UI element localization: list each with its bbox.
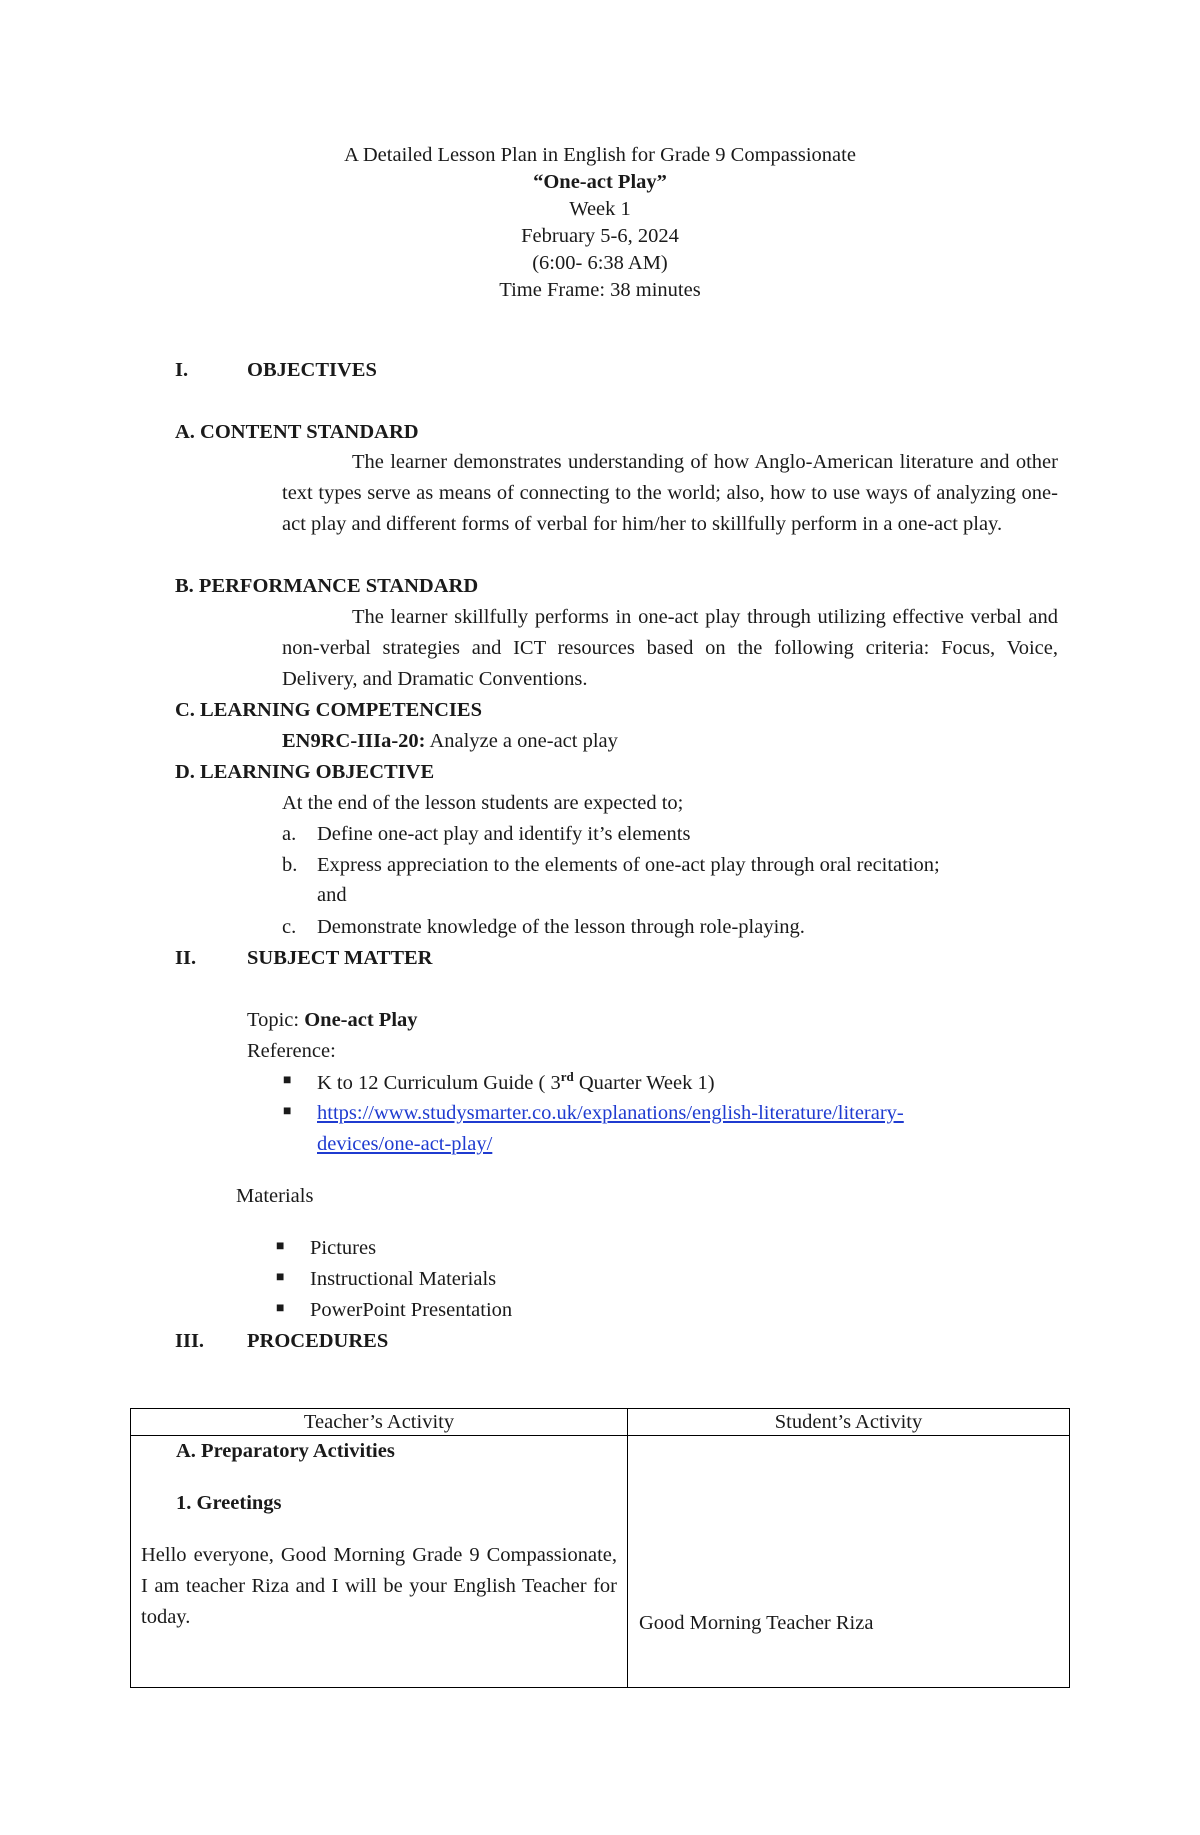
table-row (131, 1436, 1070, 1688)
lesson-plan-title: A Detailed Lesson Plan in English for Grade 9 Compassionate (344, 144, 856, 166)
performance-standard-text: The learner skillfully performs in one-act play through utilizing effective verbal and non-verbal strategies and ICT resources based on the following criteria: Focus, Voice, Delivery, and Dramatic Conventions. (282, 606, 1058, 690)
competency-text: Analyze a one-act play (425, 730, 618, 752)
learning-competencies-heading: C. LEARNING COMPETENCIES (175, 699, 482, 721)
greetings-heading: 1. Greetings (176, 1492, 282, 1514)
student-activity-cell (628, 1436, 1070, 1688)
topic-label: Topic: (247, 1009, 305, 1031)
student-activity-header: Student’s Activity (628, 1409, 1070, 1436)
material-item: Pictures (310, 1237, 377, 1259)
student-greeting-text: Good Morning Teacher Riza (639, 1612, 874, 1634)
lesson-header (0, 142, 1200, 304)
date-label: February 5-6, 2024 (521, 225, 679, 247)
teacher-greeting-text: Hello everyone, Good Morning Grade 9 Compassionate, I am teacher Riza and I will be your English Teacher for today. (141, 1544, 617, 1628)
subject-matter-numeral: II. (175, 947, 197, 969)
reference-link-continued[interactable]: devices/one-act-play/ (317, 1133, 493, 1155)
objective-mark-c: c. (282, 916, 297, 938)
week-label: Week 1 (569, 198, 631, 220)
square-bullet-icon: ■ (276, 1301, 285, 1316)
square-bullet-icon: ■ (283, 1104, 292, 1119)
square-bullet-icon: ■ (283, 1073, 292, 1088)
teacher-activity-cell (131, 1436, 628, 1688)
subject-matter-heading: SUBJECT MATTER (247, 947, 433, 969)
teacher-activity-header: Teacher’s Activity (131, 1409, 628, 1436)
topic-value: One-act Play (304, 1009, 418, 1031)
time-frame-label: Time Frame: 38 minutes (499, 279, 701, 301)
reference-item-link-continued[interactable] (317, 1129, 492, 1160)
topic-title: “One-act Play” (533, 171, 667, 193)
learning-objective-intro: At the end of the lesson students are expected to; (282, 792, 684, 814)
reference-link[interactable]: https://www.studysmarter.co.uk/explanations/english-literature/literary- (317, 1102, 904, 1124)
square-bullet-icon: ■ (276, 1239, 285, 1254)
objective-mark-a: a. (282, 823, 297, 845)
objectives-heading: OBJECTIVES (247, 359, 377, 381)
learning-objective-heading: D. LEARNING OBJECTIVE (175, 761, 435, 783)
procedures-numeral: III. (175, 1330, 205, 1352)
objective-item-b-continued: and (317, 884, 347, 906)
objectives-numeral: I. (175, 359, 189, 381)
objective-mark-b: b. (282, 854, 298, 876)
performance-standard-heading: B. PERFORMANCE STANDARD (175, 575, 479, 597)
materials-label: Materials (236, 1185, 314, 1207)
objective-item-a: Define one-act play and identify it’s elements (317, 823, 691, 845)
material-item: PowerPoint Presentation (310, 1299, 513, 1321)
time-label: (6:00- 6:38 AM) (532, 252, 668, 274)
learning-competency-line (282, 726, 618, 757)
table-header-row (131, 1409, 1070, 1436)
competency-code: EN9RC-IIIa-20: (282, 730, 426, 752)
content-standard-heading: A. CONTENT STANDARD (175, 421, 419, 443)
reference-label: Reference: (247, 1040, 336, 1062)
procedures-table (130, 1408, 1070, 1688)
reference-item-link[interactable] (317, 1098, 904, 1129)
procedures-heading: PROCEDURES (247, 1330, 389, 1352)
content-standard-text: The learner demonstrates understanding of how Anglo-American literature and other text types serve as means of connecting to the world; also, how to use ways of analyzing one-act play and different forms of verbal for him/her to skillfully perform in a one-act play. (282, 451, 1058, 535)
objective-item-c: Demonstrate knowledge of the lesson through role-playing. (317, 916, 805, 938)
objective-item-b: Express appreciation to the elements of one-act play through oral recitation; (317, 854, 940, 876)
square-bullet-icon: ■ (276, 1270, 285, 1285)
preparatory-activities-heading: A. Preparatory Activities (176, 1440, 395, 1462)
topic-line (247, 1005, 418, 1036)
reference-item-guide: K to 12 Curriculum Guide ( 3rd Quarter Week 1) (317, 1069, 715, 1094)
material-item: Instructional Materials (310, 1268, 497, 1290)
